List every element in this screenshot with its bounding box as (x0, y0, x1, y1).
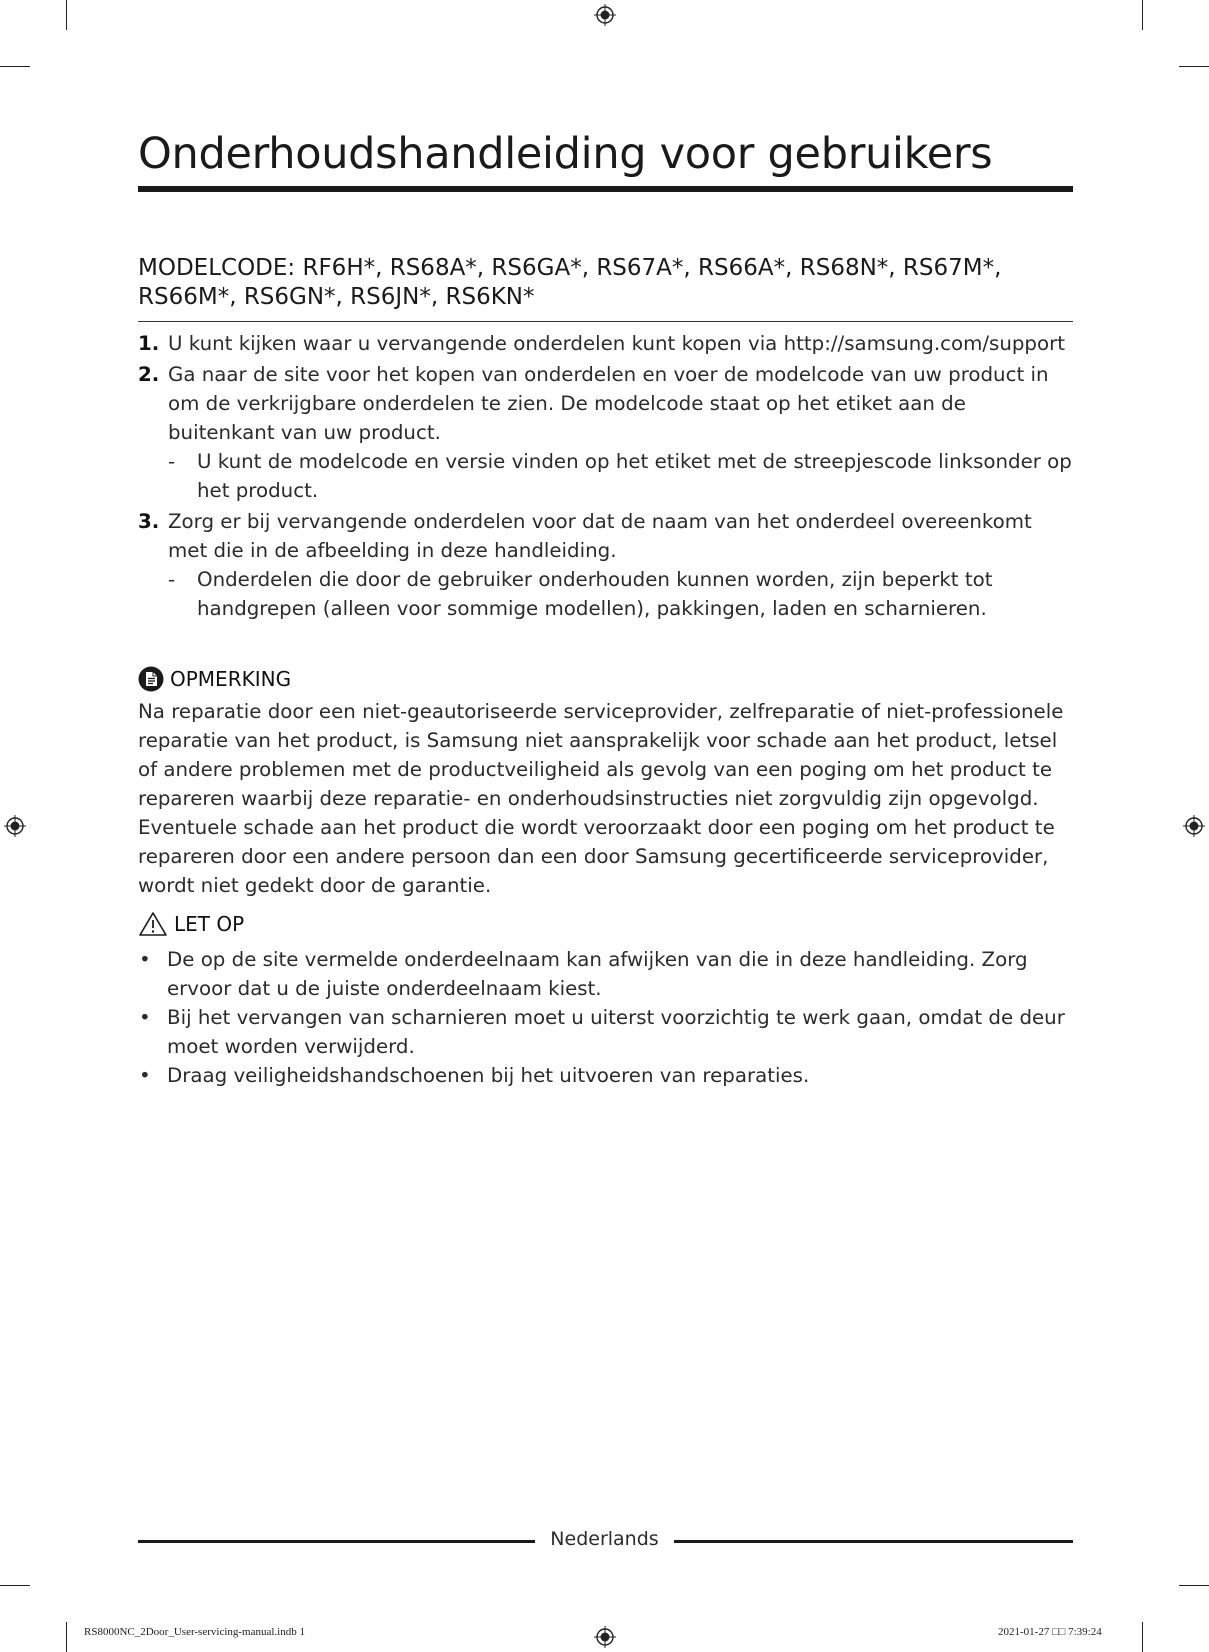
footer-rule (138, 1540, 535, 1543)
crop-mark (1142, 0, 1143, 30)
step-item (138, 507, 1073, 623)
step-text: Zorg er bij vervangende onderdelen voor dat de naam van het onderdeel overeenkomt met die in de afbeelding in deze handleiding. (168, 510, 1032, 562)
registration-mark-icon (4, 815, 26, 837)
list-item (138, 1003, 1073, 1061)
bullet: • (139, 1006, 151, 1029)
crop-mark (66, 1622, 67, 1652)
step-text: U kunt kijken waar u vervangende onderdelen kunt kopen via http://samsung.com/support (168, 332, 1065, 355)
steps-list (138, 329, 1073, 625)
model-heading-rule (138, 321, 1073, 322)
note-icon (138, 666, 164, 692)
caution-text: Draag veiligheidshandschoenen bij het uitvoeren van reparaties. (167, 1064, 810, 1087)
footer-language: Nederlands (550, 1528, 659, 1550)
note-body: Na reparatie door een niet-geautoriseerde serviceprovider, zelfreparatie of niet-professionele reparatie van het product, is Samsung niet aansprakelijk voor schade aan het product, letsel of andere problemen met de productveiligheid als gevolg van een poging om het product te repareren waarbij deze reparatie- en onderhoudsinstructies niet zorgvuldig zijn opgevolgd. Eventuele schade aan het product die wordt veroorzaakt door een poging om het product te repareren door een andere persoon dan een door Samsung gecertificeerde serviceprovider, wordt niet gedekt door de garantie. (138, 700, 1064, 897)
step-number: 2. (138, 363, 160, 386)
crop-mark (1179, 1585, 1209, 1586)
model-code-heading: MODELCODE: RF6H*, RS68A*, RS6GA*, RS67A*, RS66A*, RS68N*, RS67M*, RS66M*, RS6GN*, RS6JN*, RS6KN* (138, 255, 1002, 310)
list-item (138, 1061, 1073, 1090)
print-slug-filename: RS8000NC_2Door_User-servicing-manual.indb 1 (84, 1626, 305, 1638)
caution-text: Bij het vervangen van scharnieren moet u uiterst voorzichtig te werk gaan, omdat de deur moet worden verwijderd. (167, 1006, 1065, 1058)
page-title: Onderhoudshandleiding voor gebruikers (138, 129, 993, 179)
sub-dash: - (168, 568, 176, 591)
note-heading (138, 665, 291, 693)
note-heading-label: OPMERKING (170, 667, 292, 691)
caution-list (138, 945, 1073, 1090)
step-text: Ga naar de site voor het kopen van onderdelen en voer de modelcode van uw product in om de verkrijgbare onderdelen te zien. De modelcode staat op het etiket aan de buitenkant van uw product. (168, 363, 1049, 444)
registration-mark-icon (1183, 815, 1205, 837)
step-number: 3. (138, 510, 160, 533)
caution-heading (138, 910, 244, 938)
crop-mark (1142, 1622, 1143, 1652)
step-number: 1. (138, 332, 160, 355)
step-item (138, 360, 1073, 505)
bullet: • (139, 948, 151, 971)
list-item (138, 945, 1073, 1003)
step-subnote (168, 565, 1073, 623)
crop-mark (66, 0, 67, 30)
title-rule (138, 186, 1073, 192)
footer-rule (674, 1540, 1073, 1543)
subnote-text: U kunt de modelcode en versie vinden op het etiket met de streepjescode linksonder op het product. (197, 450, 1072, 502)
crop-mark (0, 1585, 30, 1586)
sub-dash: - (168, 450, 176, 473)
warning-triangle-icon (138, 911, 168, 937)
caution-heading-label: LET OP (174, 912, 245, 936)
subnote-text: Onderdelen die door de gebruiker onderhouden kunnen worden, zijn beperkt tot handgrepen (alleen voor sommige modellen), pakkingen, laden en scharnieren. (197, 568, 993, 620)
crop-mark (1179, 66, 1209, 67)
bullet: • (139, 1064, 151, 1087)
crop-mark (0, 66, 30, 67)
registration-mark-icon (594, 1626, 616, 1648)
print-slug-timestamp: 2021-01-27 □□ 7:39:24 (998, 1626, 1102, 1638)
step-item (138, 329, 1073, 358)
caution-text: De op de site vermelde onderdeelnaam kan afwijken van die in deze handleiding. Zorg ervoor dat u de juiste onderdeelnaam kiest. (167, 948, 1028, 1000)
registration-mark-icon (594, 4, 616, 26)
step-subnote (168, 447, 1073, 505)
